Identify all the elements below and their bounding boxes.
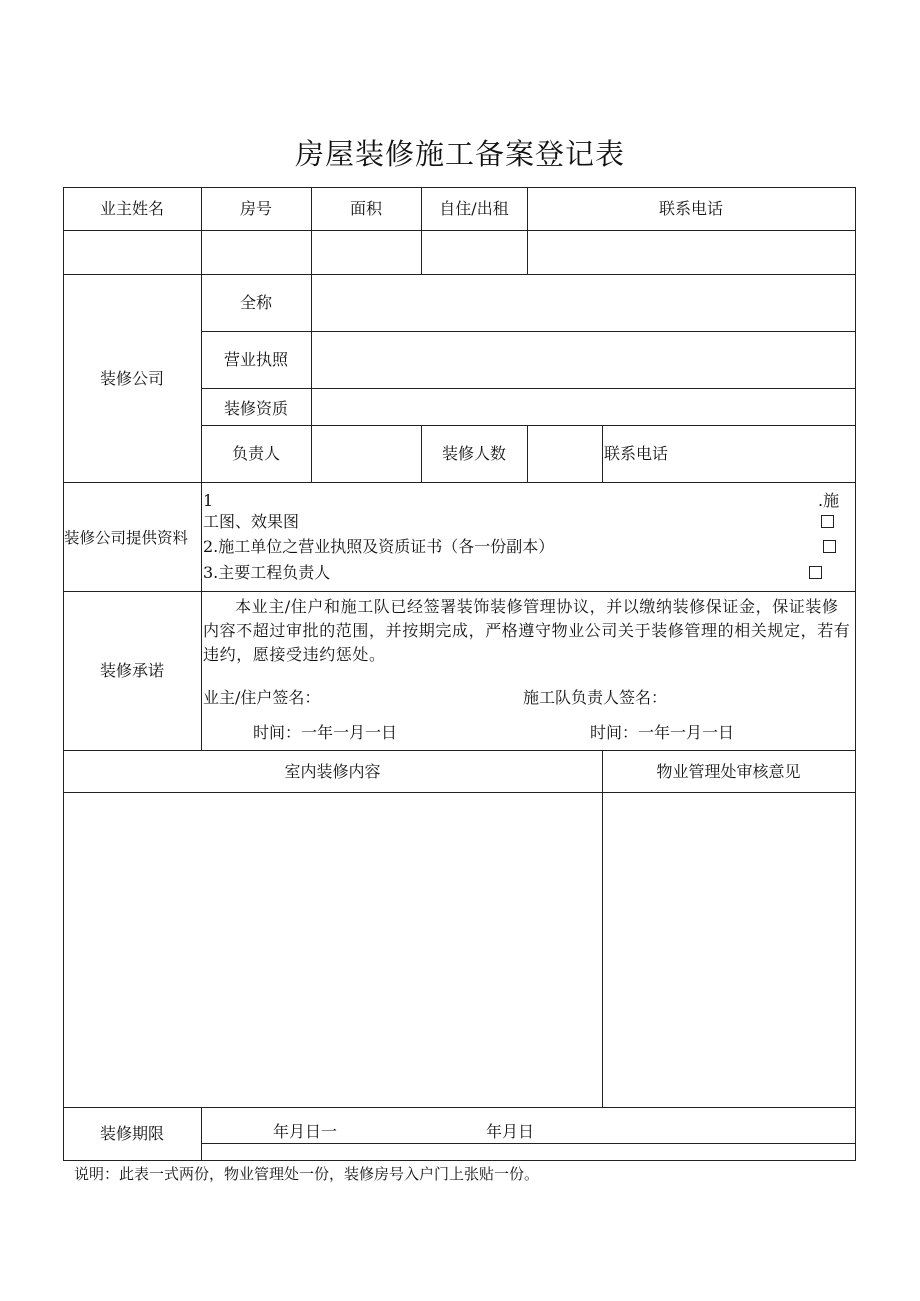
commitment-paragraph: 本业主/住户和施工队已经签署装饰装修管理协议，并以缴纳装修保证金，保证装修内容不超过审批的范围，并按期完成，严格遵守物业公司关于装修管理的相关规定，若有违约，愿接受违约惩处。 <box>203 597 851 664</box>
period-to: 年月日 <box>486 1122 535 1141</box>
material-item2-text: 2.施工单位之营业执照及资质证书（各一份副本） <box>203 537 555 556</box>
material-item3-checkbox[interactable] <box>809 566 822 579</box>
material-item1-text: 工图、效果图 <box>203 512 300 531</box>
company-full-name-label: 全称 <box>239 293 272 312</box>
review-opinion-field[interactable] <box>603 793 855 1107</box>
interior-content-label: 室内装修内容 <box>284 762 381 781</box>
table-line <box>201 1107 202 1161</box>
self-or-rent-label: 自住/出租 <box>439 199 509 218</box>
owner-name-label: 业主姓名 <box>99 199 164 218</box>
table-line <box>855 187 856 1161</box>
owner-date-label: 时间：一年一月一日 <box>253 723 398 742</box>
table-line <box>63 482 856 483</box>
review-opinion-label: 物业管理处审核意见 <box>656 762 801 781</box>
commitment-section-label: 装修承诺 <box>99 661 164 680</box>
material-item2-checkbox[interactable] <box>823 540 836 553</box>
qualification-field[interactable] <box>312 389 855 425</box>
contact-phone-field[interactable] <box>528 231 855 274</box>
company-section-label: 装修公司 <box>99 369 164 388</box>
interior-content-field[interactable] <box>64 793 602 1107</box>
room-no-field[interactable] <box>202 231 311 274</box>
table-line <box>63 1107 856 1108</box>
period-from: 年月日一 <box>273 1122 338 1141</box>
table-line <box>602 425 603 483</box>
qualification-label: 装修资质 <box>223 399 288 418</box>
material-item1-number: 1 <box>203 491 214 510</box>
room-no-label: 房号 <box>239 199 272 218</box>
worker-count-field[interactable] <box>528 426 602 482</box>
table-line <box>63 750 856 751</box>
person-in-charge-field[interactable] <box>312 426 421 482</box>
table-line <box>63 1160 856 1161</box>
period-label: 装修期限 <box>99 1124 164 1143</box>
page-title: 房屋装修施工备案登记表 <box>294 137 625 171</box>
team-signature-label: 施工队负责人签名： <box>523 688 668 707</box>
materials-section-label: 装修公司提供资料 <box>64 529 189 547</box>
worker-count-label: 装修人数 <box>441 444 506 463</box>
owner-name-field[interactable] <box>64 231 201 274</box>
business-license-label: 营业执照 <box>223 350 288 369</box>
person-in-charge-label: 负责人 <box>231 444 280 463</box>
table-line <box>201 1143 856 1144</box>
table-line <box>63 187 856 188</box>
table-line <box>63 591 856 592</box>
area-label: 面积 <box>349 199 382 218</box>
team-date-label: 时间：一年一月一日 <box>590 723 735 742</box>
area-field[interactable] <box>312 231 421 274</box>
business-license-field[interactable] <box>312 332 855 388</box>
contact-phone-label: 联系电话 <box>658 199 723 218</box>
material-item3-text: 3.主要工程负责人 <box>203 563 331 582</box>
company-full-name-field[interactable] <box>312 275 855 331</box>
footnote: 说明：此表一式两份，物业管理处一份，装修房号入户门上张贴一份。 <box>74 1165 540 1183</box>
material-item1-tail: .施 <box>818 491 840 510</box>
self-or-rent-field[interactable] <box>422 231 527 274</box>
owner-signature-label: 业主/住户签名： <box>203 688 321 707</box>
company-contact-phone-label: 联系电话 <box>604 444 669 463</box>
material-item1-checkbox[interactable] <box>821 515 834 528</box>
